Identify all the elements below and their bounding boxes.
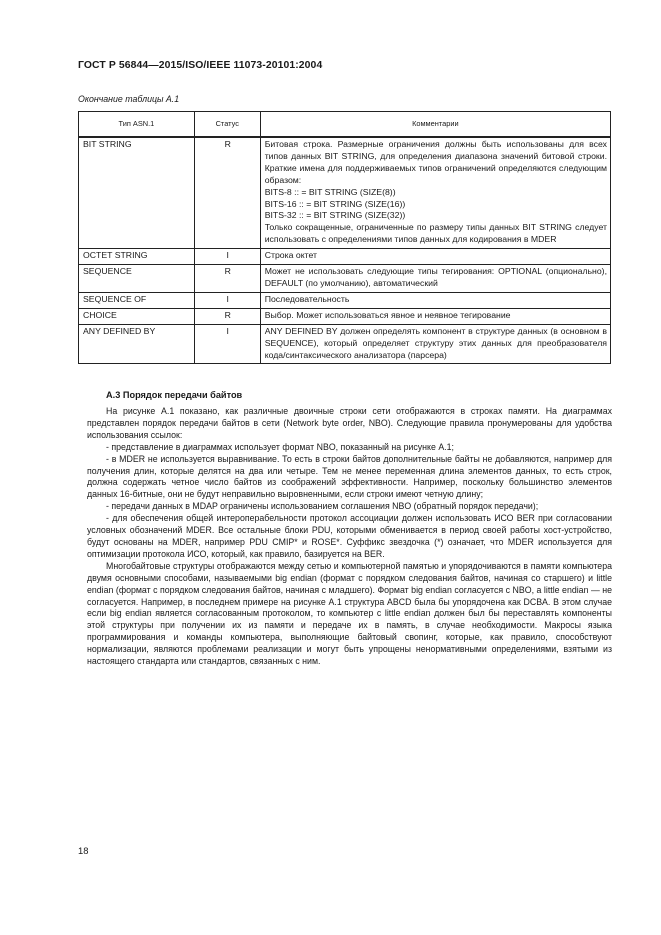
cell-status: R <box>194 137 260 249</box>
cell-comment: Строка октет <box>260 249 610 265</box>
comment-line: BITS-8 :: = BIT STRING (SIZE(8)) <box>264 186 396 197</box>
table-row <box>79 292 611 308</box>
table-row <box>79 137 611 249</box>
cell-type: SEQUENCE OF <box>79 292 195 308</box>
cell-status: R <box>194 265 260 293</box>
list-item: - представление в диаграммах использует формат NBO, показанный на рисунке А.1; <box>106 441 454 452</box>
cell-type: SEQUENCE <box>79 265 195 293</box>
table-row <box>79 324 611 364</box>
document-header: ГОСТ Р 56844—2015/ISO/IEEE 11073-20101:2004 <box>78 60 323 71</box>
comment-line: BITS-16 :: = BIT STRING (SIZE(16)) <box>264 198 406 209</box>
column-header-type: Тип ASN.1 <box>79 112 195 138</box>
table-header-row <box>79 112 611 138</box>
list-item: - для обеспечения общей интероперабельности протокол ассоциации должен использовать ИСО BER при согласовании условных обозначений MDER. Все остальные блоки PDU, которыми обменивается в период своей работы хост-устройство, будут основаны на MDER, например PDU CMIP* и ROSE*. Суффикс звездочка (*) означает, что MDER используется для оптимизации протокола ИСО, который, как правило, базируется на BER. <box>87 513 612 559</box>
cell-type: OCTET STRING <box>79 249 195 265</box>
list-item: - в MDER не используется выравнивание. То есть в строки байтов дополнительные байты не добавляются, например для получения длин, которые делятся на два или четыре. Тем не менее переменная длина элементов данных, то есть строк, должна содержать четное число байтов из соображений эффективности. Например, поскольку большинство элементов данных 16-битные, они не будут неправильно выровненными, если строки имеют четную длину; <box>87 453 612 500</box>
paragraph: На рисунке А.1 показано, как различные двоичные строки сети отображаются в строках памяти. На диаграммах представлен порядок передачи байтов в сети (Network byte order, NBO). Следующие правила пронумерованы для удобства использования ссылок: <box>87 406 612 440</box>
cell-comment: ANY DEFINED BY должен определять компонент в структуре данных (в основном в SEQUENCE), который определяет структуру этих данных для преобразователя кода/синтаксического анализатора (парсера) <box>260 324 610 364</box>
cell-comment: Может не использовать следующие типы тегирования: OPTIONAL (опционально), DEFAULT (по умолчанию), автоматический <box>260 265 610 293</box>
cell-type: BIT STRING <box>79 137 195 249</box>
table-caption: Окончание таблицы А.1 <box>78 94 180 104</box>
page-number: 18 <box>78 845 89 856</box>
cell-comment: Последовательность <box>260 292 610 308</box>
table-row <box>79 249 611 265</box>
cell-comment <box>260 137 610 249</box>
asn-table <box>78 111 611 364</box>
comment-line: Только сокращенные, ограниченные по размеру типы данных BIT STRING следует использовать с определениями типов данных для кодирования в MDER <box>264 222 607 245</box>
paragraph: Многобайтовые структуры отображаются между сетью и компьютерной памятью и упорядочиваются в памяти компьютера двумя основными способами, называемыми big endian (формат с порядком следования байтов, начиная со старшего) и little endian (формат с порядком следования байтов, начиная с младшего). Формат big endian согласуется с NBO, a little endian — не согласуется. Например, в последнем примере на рисунке А.1 структура ABCD была бы упорядочена как DCBA. В этом случае если big endian является согласованным протоколом, то компьютер с little endian должен был бы переставлять компоненты этой структуры при получении их из памяти и передаче их в память, в случае необходимости. Макросы языка программирования и команды компьютера, выполняющие байтовый свопинг, которые, как правило, способствуют нормализации, являются проблемами реализации и могут быть упрощены ненормативными определениями, взятыми из настоящего стандарта или стандартов, связанных с ним. <box>87 560 612 667</box>
section-title: А.3 Порядок передачи байтов <box>106 390 243 400</box>
cell-status: I <box>194 292 260 308</box>
section-body <box>87 406 612 668</box>
column-header-status: Статус <box>194 112 260 138</box>
list-item: - передачи данных в MDAP ограничены использованием соглашения NBO (обратный порядок передачи); <box>106 501 539 512</box>
comment-line: Битовая строка. Размерные ограничения должны быть использованы для всех типов данных BIT STRING, для определения диапазона значений битовой строки. Краткие имена для поддерживаемых типов ограничений определяются следующим образом: <box>264 139 607 185</box>
comment-line: BITS-32 :: = BIT STRING (SIZE(32)) <box>264 210 406 221</box>
cell-type: ANY DEFINED BY <box>79 324 195 364</box>
cell-status: I <box>194 249 260 265</box>
table-row <box>79 308 611 324</box>
cell-type: CHOICE <box>79 308 195 324</box>
column-header-comments: Комментарии <box>260 112 610 138</box>
table-row <box>79 265 611 293</box>
cell-comment: Выбор. Может использоваться явное и неявное тегирование <box>260 308 610 324</box>
cell-status: R <box>194 308 260 324</box>
cell-status: I <box>194 324 260 364</box>
